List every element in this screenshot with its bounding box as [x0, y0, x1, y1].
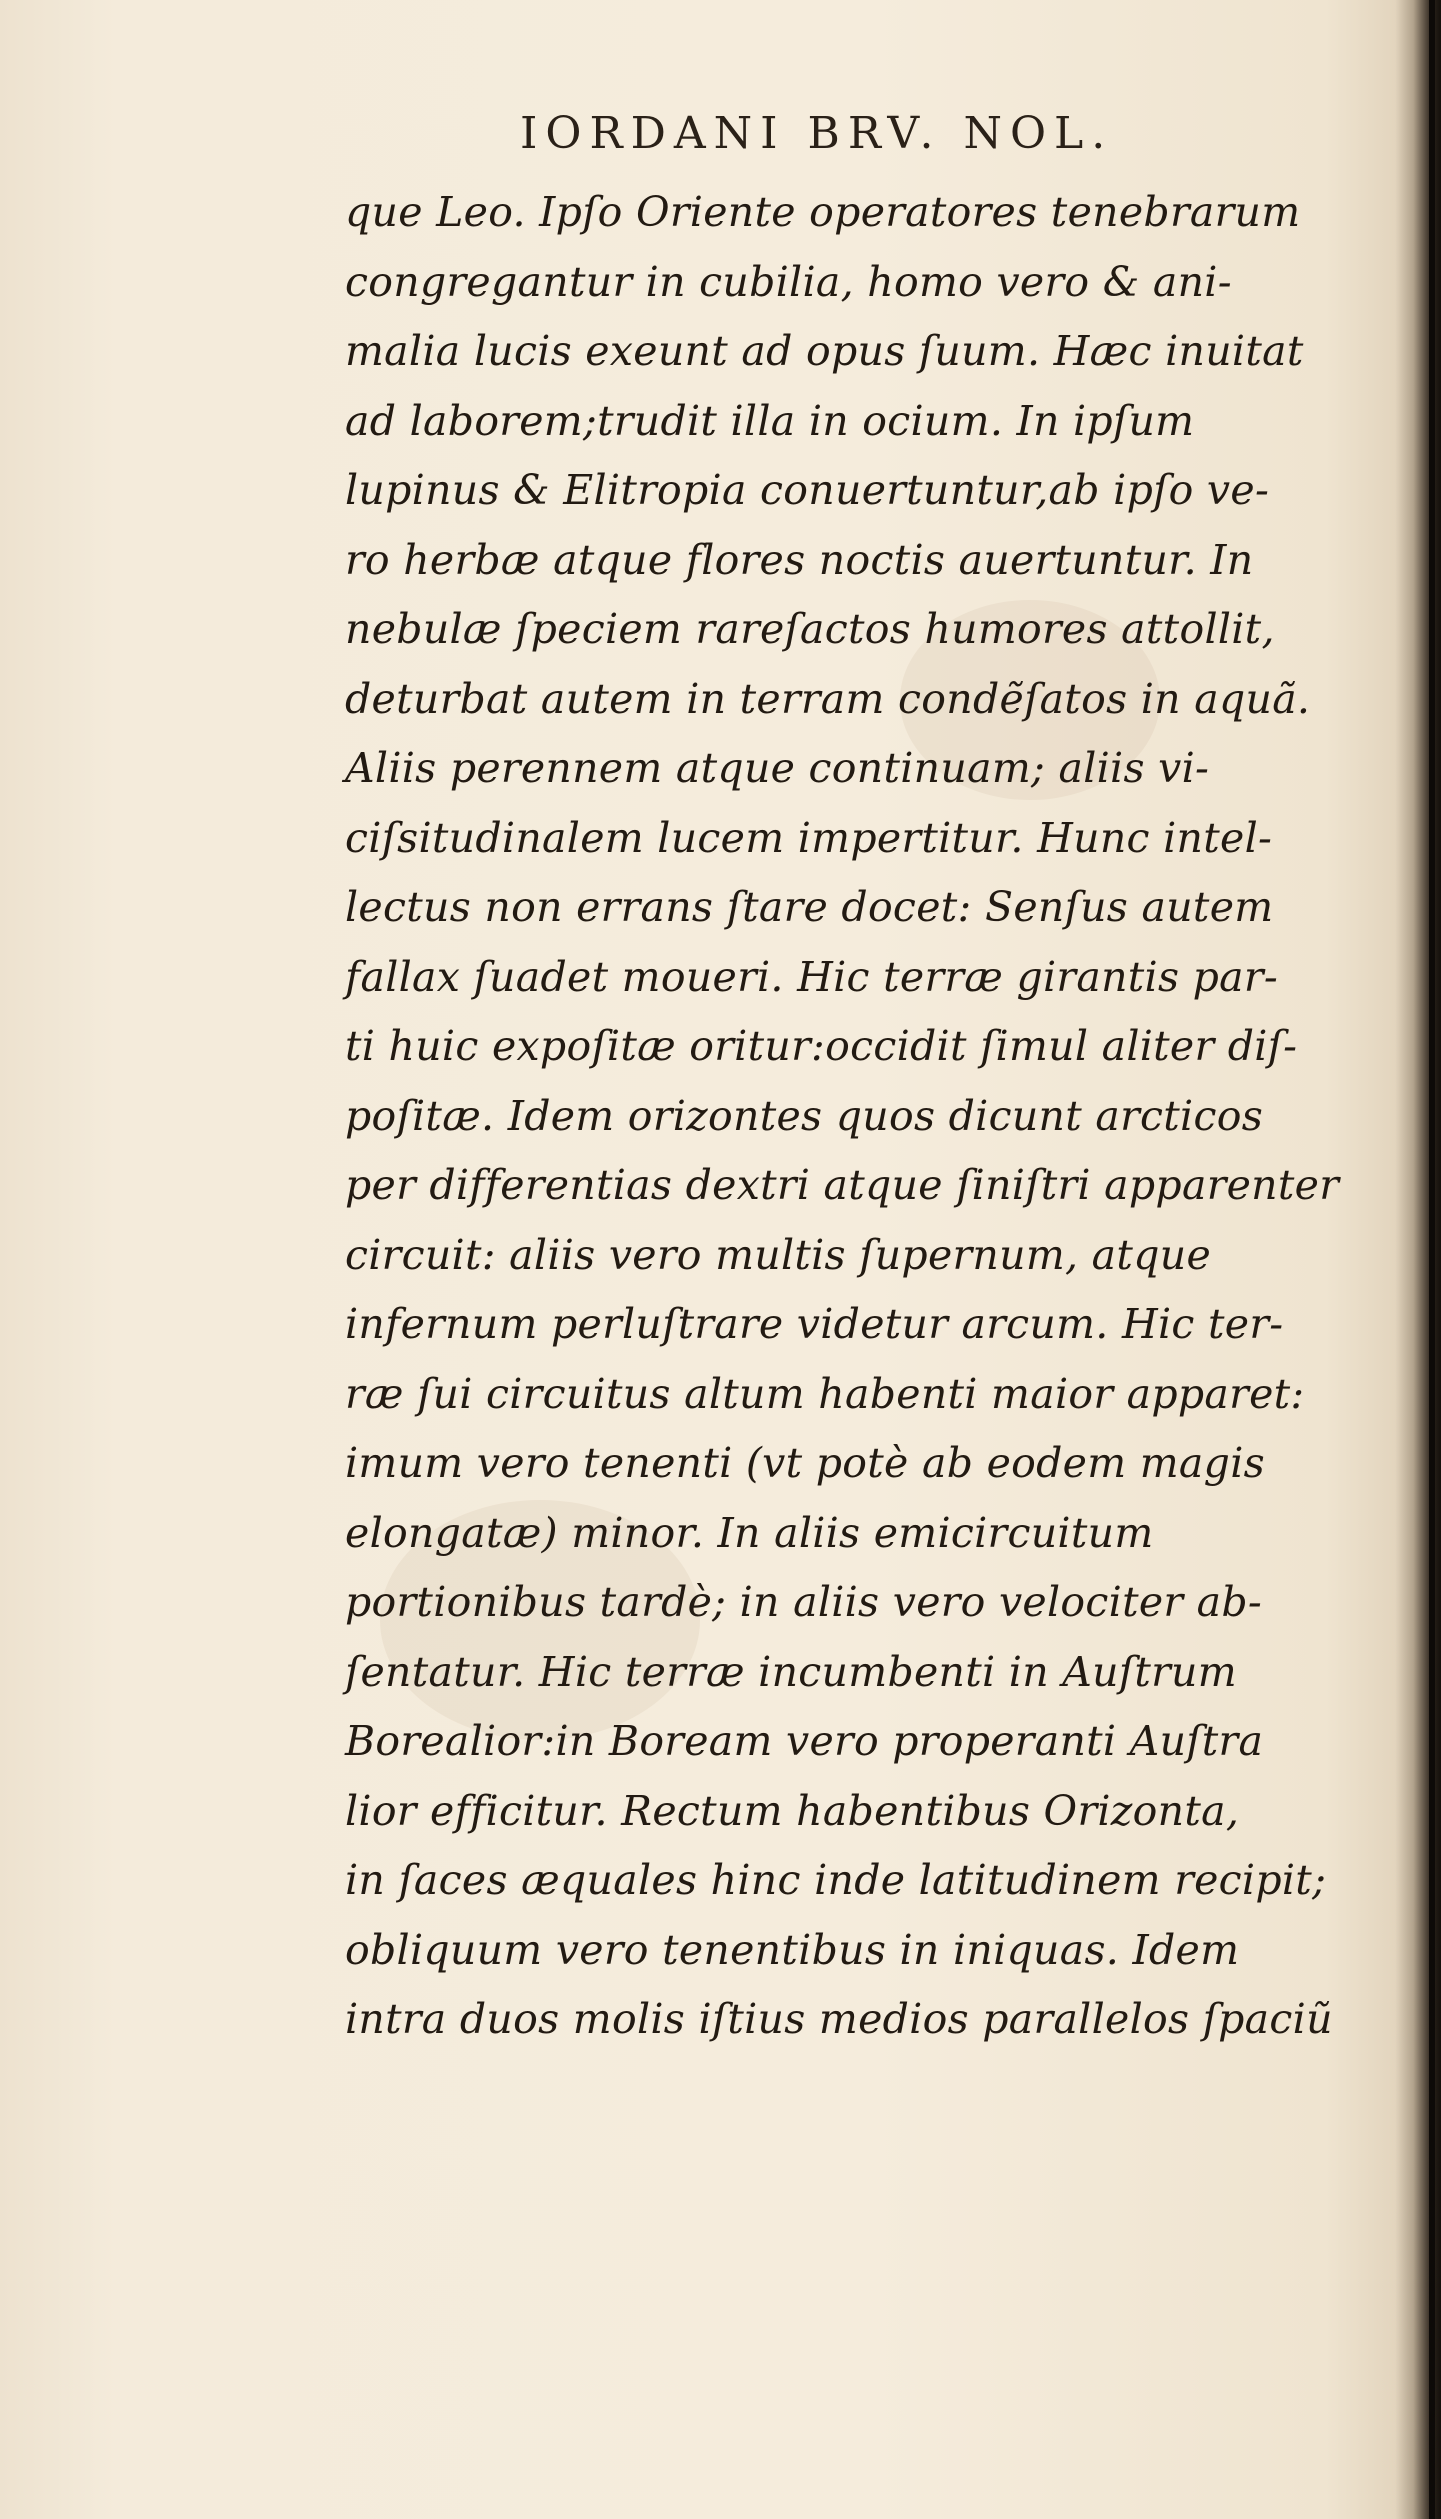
text-line: deturbat autem in terram condẽſatos in aquã. [345, 674, 1311, 723]
text-line: ſentatur. Hic terræ incumbenti in Auſtrum [345, 1647, 1237, 1696]
text-line: ciſsitudinalem lucem impertitur. Hunc intel- [345, 813, 1273, 862]
text-line: imum vero tenenti (vt potè ab eodem magis [345, 1439, 1265, 1487]
body-text [345, 178, 1395, 2055]
text-line: Borealior:in Boream vero properanti Auſtra [345, 1717, 1264, 1765]
text-line: lupinus & Elitropia conuertuntur,ab ipſo ve- [345, 466, 1270, 514]
text-line: ti huic expoſitæ oritur:occidit ſimul aliter diſ- [345, 1022, 1298, 1070]
text-line: obliquum vero tenentibus in iniquas. Idem [345, 1925, 1240, 1974]
running-head: IORDANI BRV. NOL. [520, 108, 1114, 159]
text-line: lectus non errans ſtare docet: Senſus autem [345, 883, 1274, 931]
text-line: per differentias dextri atque ſiniſtri apparenter [345, 1161, 1340, 1209]
text-line: que Leo. Ipſo Oriente operatores tenebrarum [345, 188, 1301, 236]
text-line: elongatæ) minor. In aliis emicircuitum [345, 1508, 1154, 1557]
text-line: Aliis perennem atque continuam; aliis vi- [345, 744, 1210, 792]
text-line: ad laborem;trudit illa in ocium. In ipſum [345, 396, 1195, 445]
book-spine-edge [1429, 0, 1435, 2519]
text-line: portionibus tardè; in aliis vero velociter ab- [345, 1578, 1263, 1626]
text-line: congregantur in cubilia, homo vero & ani- [345, 257, 1232, 306]
text-line: nebulæ ſpeciem rareſactos humores attollit, [345, 605, 1275, 653]
text-line: ro herbæ atque flores noctis auertuntur. In [345, 535, 1254, 584]
text-line: fallax ſuadet moueri. Hic terræ girantis par- [345, 952, 1278, 1001]
text-line: ræ ſui circuitus altum habenti maior apparet: [345, 1369, 1305, 1418]
text-line: intra duos molis iſtius medios parallelos ſpaciũ [345, 1995, 1333, 2043]
text-line: malia lucis exeunt ad opus ſuum. Hæc inuitat [345, 327, 1304, 375]
text-line: circuit: aliis vero multis ſupernum, atque [345, 1230, 1212, 1279]
text-line: lior efficitur. Rectum habentibus Orizonta, [345, 1786, 1240, 1835]
text-line: in ſaces æquales hinc inde latitudinem recipit; [345, 1856, 1327, 1904]
text-line: poſitæ. Idem orizontes quos dicunt arcticos [345, 1091, 1264, 1140]
text-line: infernum perluſtrare videtur arcum. Hic ter- [345, 1300, 1284, 1348]
